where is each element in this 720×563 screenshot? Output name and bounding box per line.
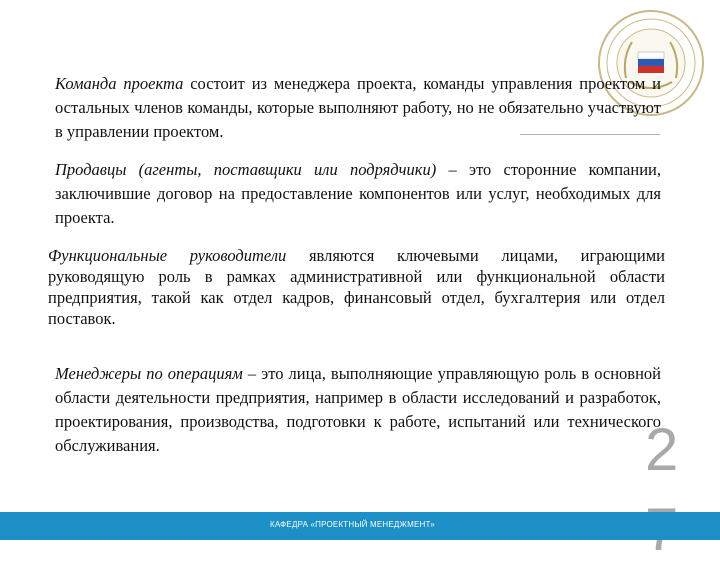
divider [520,134,660,135]
footer-text: КАФЕДРА «ПРОЕКТНЫЙ МЕНЕДЖМЕНТ» [270,520,435,529]
paragraph-sellers [55,158,661,230]
paragraph-operations-managers [55,362,661,458]
term: Продавцы (агенты, поставщики или подрядчики) [55,160,437,179]
definition: – это лица, выполняющие управляющую роль в основной области деятельности предприятия, например в области исследований и разработок, проектирования, производства, подготовки к работе, испытаний или технического обслуживания. [55,364,661,455]
term: Функциональные руководители [48,246,287,265]
definition: – это сторонние компании, заключившие договор на предоставление компонентов или услуг, необходимых для проекта. [55,160,661,227]
paragraph-functional-managers [48,245,665,329]
term: Команда проекта [55,74,184,93]
definition: являются ключевыми лицами, играющими руководящую роль в рамках административной или функциональной области предприятия, такой как отдел кадров, финансовый отдел, бухгалтерия или отдел поставок. [48,246,665,328]
page-number: 2 [645,416,679,483]
definition: состоит из менеджера проекта, команды управления проектом и остальных членов команды, которые выполняют работу, но не обязательно участвуют в управлении проектом. [55,74,661,141]
term: Менеджеры по операциям [55,364,243,383]
